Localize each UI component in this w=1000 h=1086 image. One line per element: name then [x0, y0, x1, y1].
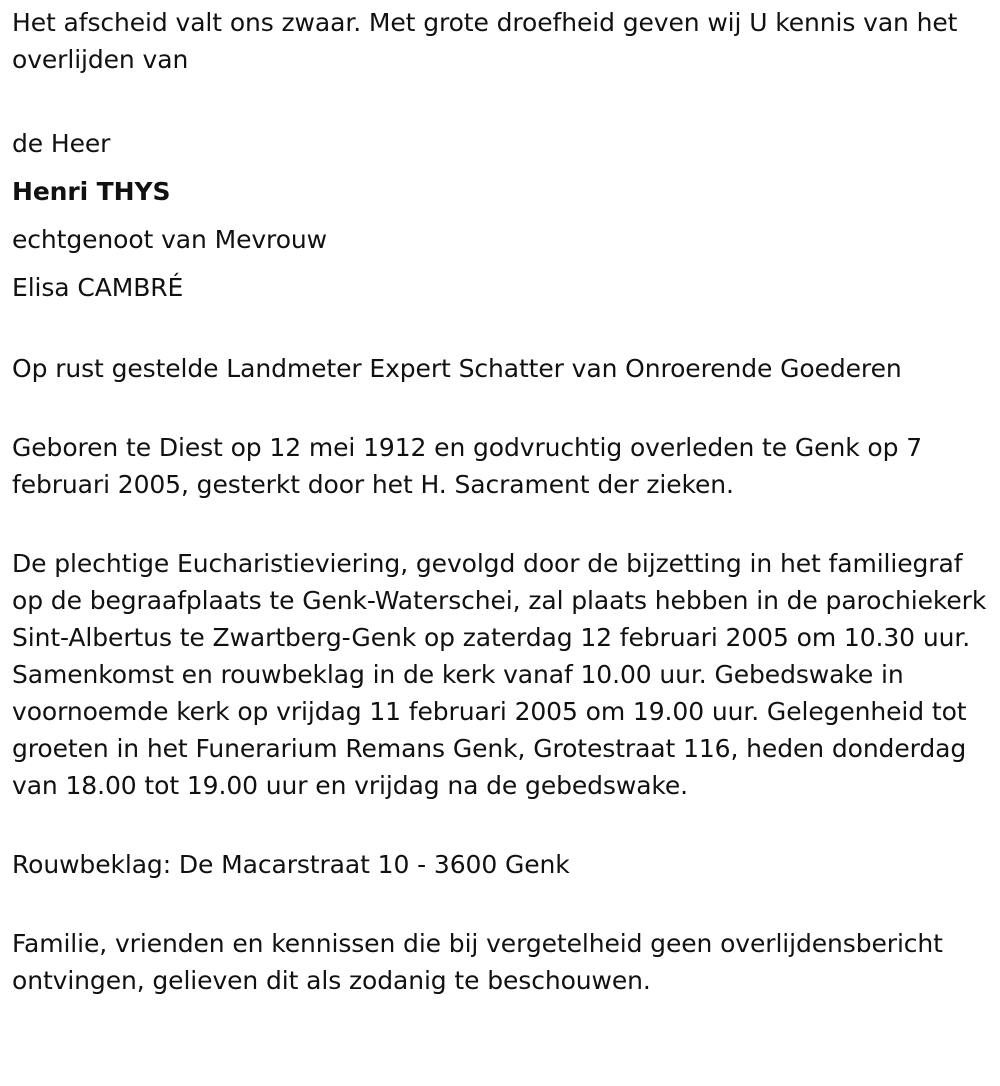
- spacer: [12, 503, 988, 545]
- intro-paragraph: Het afscheid valt ons zwaar. Met grote droefheid geven wij U kennis van het overlijden van: [12, 8, 958, 74]
- ceremony-paragraph: De plechtige Eucharistieviering, gevolgd door de bijzetting in het familiegraf op de begraafplaats te Genk-Waterschei, zal plaats hebben in de parochiekerk Sint-Albertus te Zwartberg-Genk op zaterdag 12 februari 2005 om 10.30 uur. Samenkomst en rouwbeklag in de kerk vanaf 10.00 uur. Gebedswake in voornoemde kerk op vrijdag 11 februari 2005 om 19.00 uur. Gelegenheid tot groeten in het Funerarium Remans Genk, Grotestraat 116, heden donderdag van 18.00 tot 19.00 uur en vrijdag na de gebedswake.: [12, 549, 987, 800]
- spacer: [12, 78, 988, 115]
- spouse-relation: echtgenoot van Mevrouw: [12, 225, 327, 254]
- obituary-text: [12, 4, 988, 999]
- condolence-address: Rouwbeklag: De Macarstraat 10 - 3600 Genk: [12, 850, 570, 879]
- spouse-name: Elisa CAMBRÉ: [12, 273, 184, 302]
- deceased-name: Henri THYS: [12, 177, 171, 206]
- birth-death-paragraph: Geboren te Diest op 12 mei 1912 en godvruchtig overleden te Genk op 7 februari 2005, gesterkt door het H. Sacrament der zieken.: [12, 433, 923, 499]
- profession-line: Op rust gestelde Landmeter Expert Schatter van Onroerende Goederen: [12, 354, 902, 383]
- honorific: de Heer: [12, 129, 111, 158]
- spacer: [12, 308, 988, 350]
- spacer: [12, 883, 988, 925]
- spacer: [12, 387, 988, 429]
- spacer: [12, 804, 988, 846]
- deceased-block: [12, 124, 988, 308]
- closing-paragraph: Familie, vrienden en kennissen die bij vergetelheid geen overlijdensbericht ontvingen, gelieven dit als zodanig te beschouwen.: [12, 929, 943, 995]
